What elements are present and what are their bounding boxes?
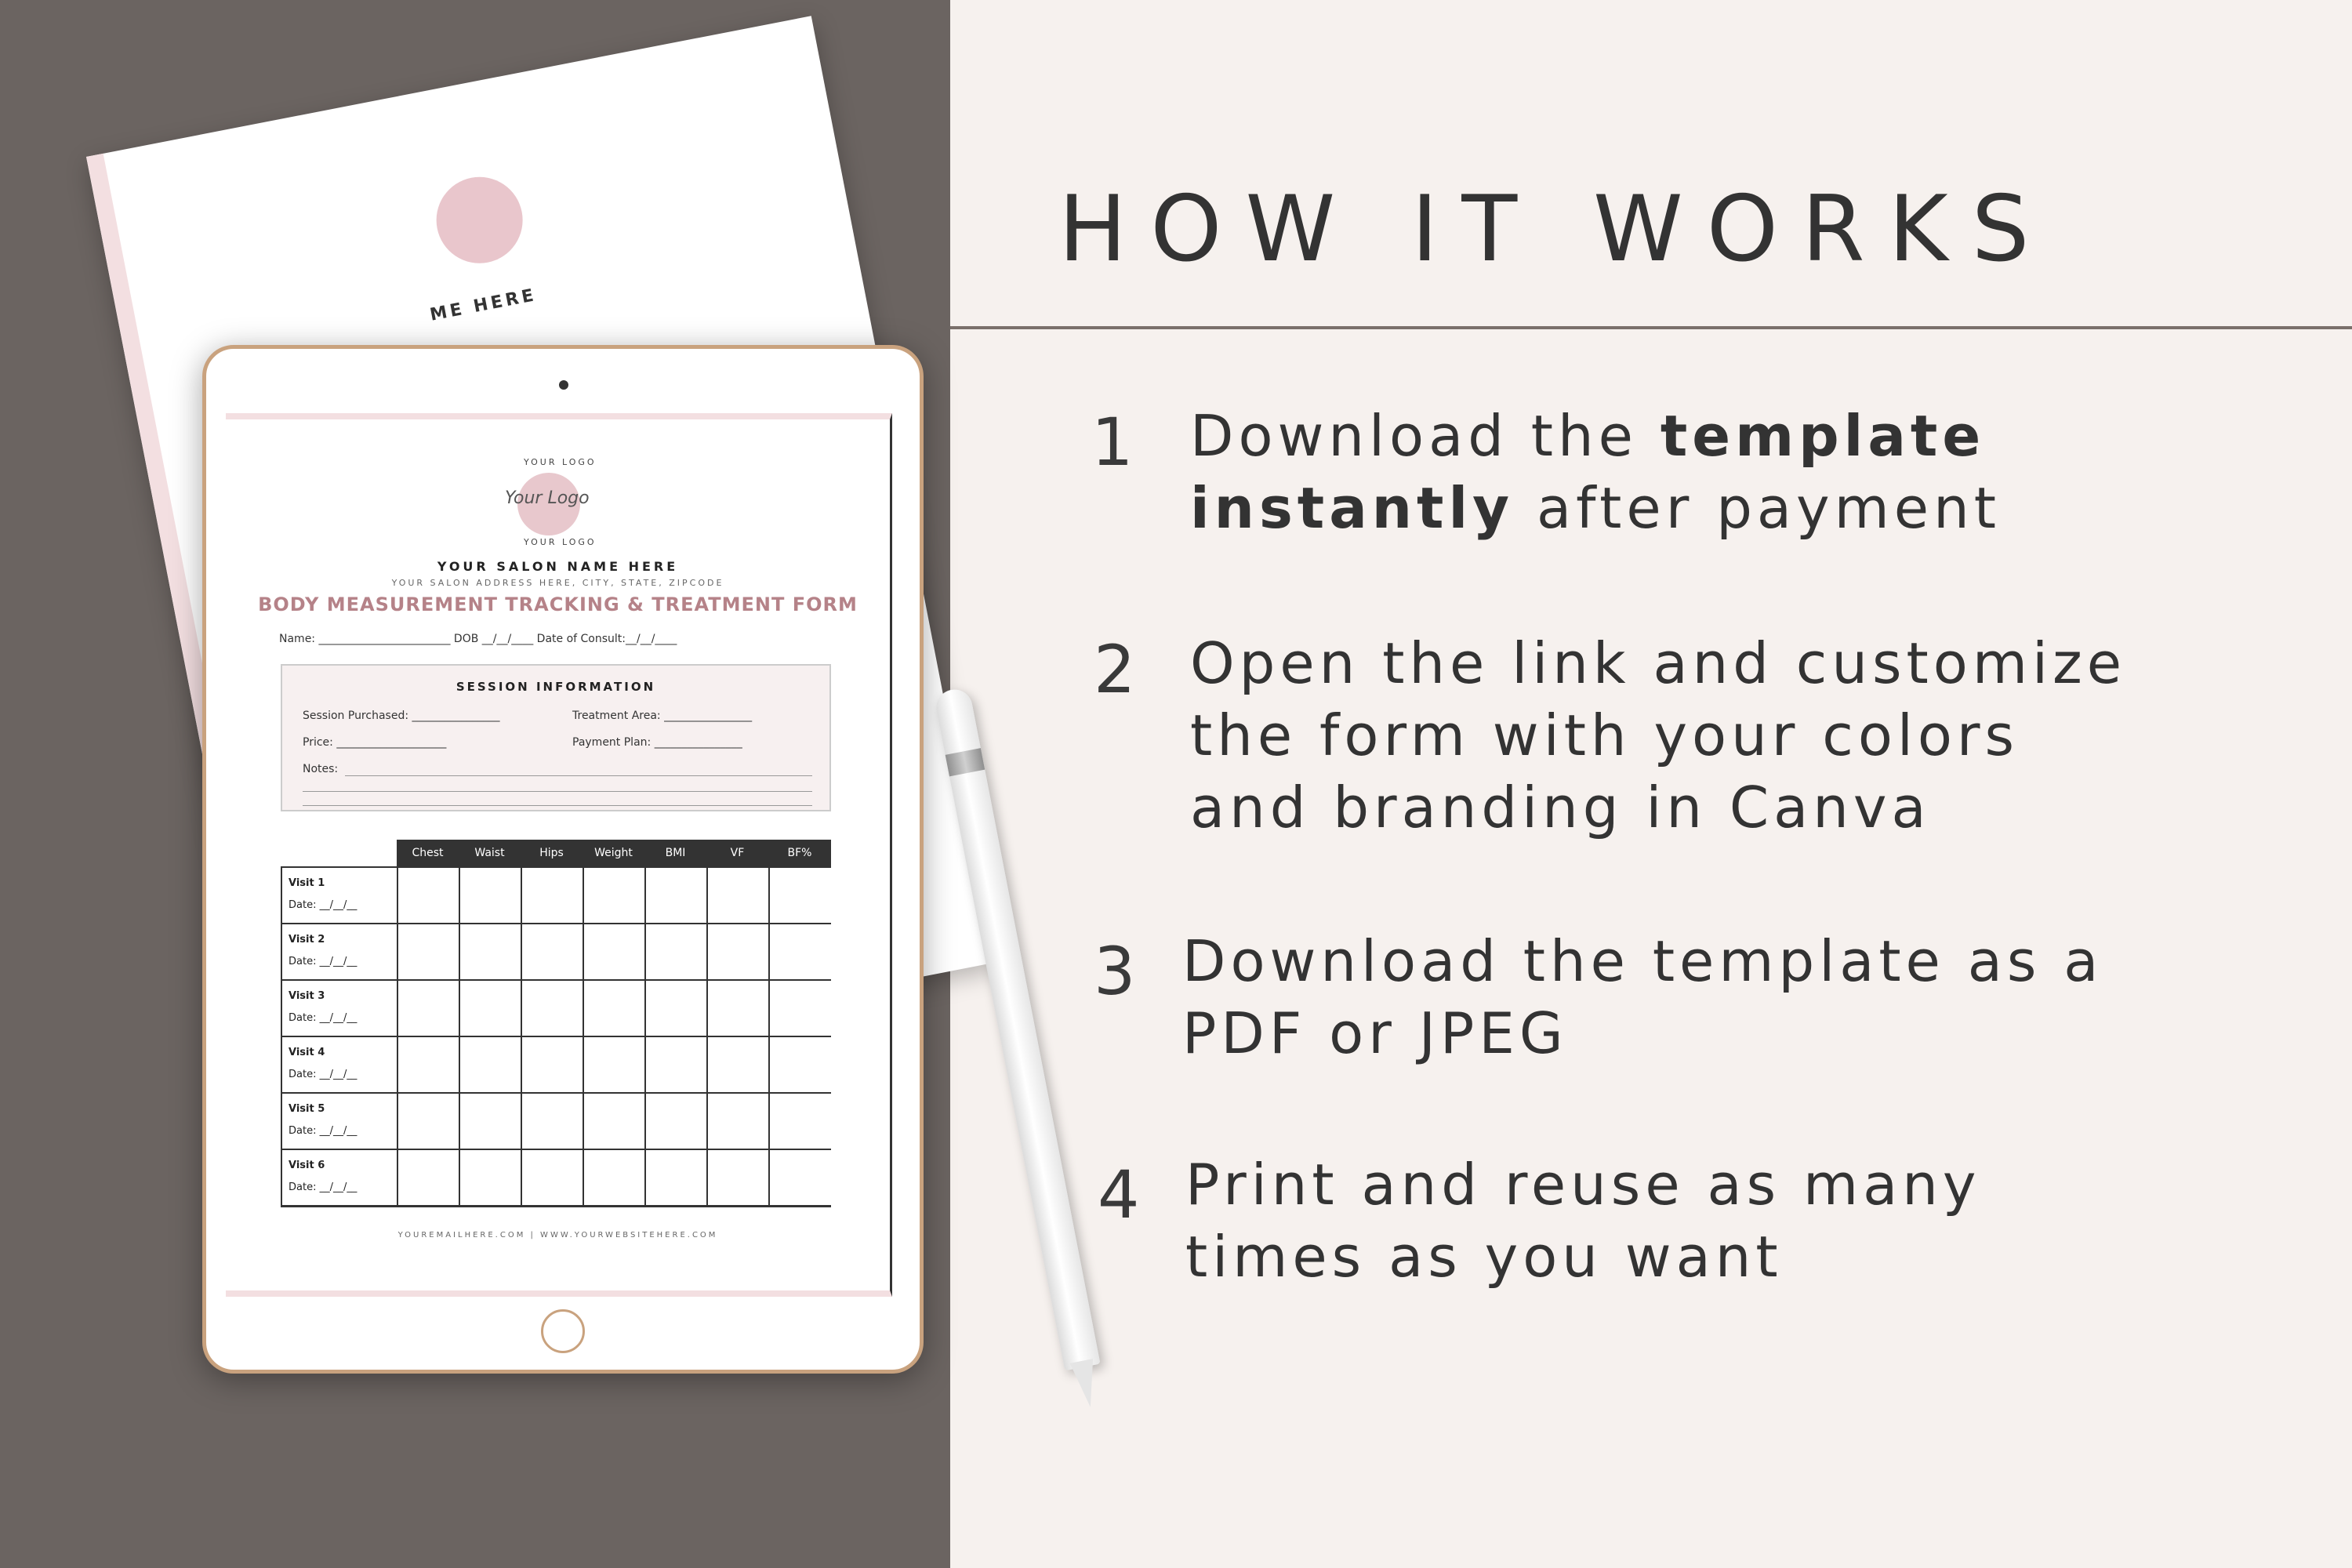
visit-date: Date: __/__/__	[289, 956, 358, 967]
payment-plan-field: Payment Plan: ________________	[572, 736, 742, 749]
table-row	[281, 923, 831, 979]
step-3-text	[1182, 925, 2103, 1069]
visit-label: Visit 4	[289, 1047, 325, 1058]
tablet-camera	[559, 380, 568, 390]
form-salon-address: YOUR SALON ADDRESS HERE, CITY, STATE, ZIPCODE	[391, 578, 724, 588]
visit-date: Date: __/__/__	[289, 1181, 358, 1193]
tablet-home-button	[541, 1309, 585, 1353]
tablet-screen	[226, 413, 892, 1297]
table-gridline	[768, 866, 770, 1205]
step-1-text-part: Download the	[1190, 403, 1661, 469]
step-4-line: times as you want	[1185, 1224, 1783, 1290]
form-footer: YOUREMAILHERE.COM | WWW.YOURWEBSITEHERE.COM	[397, 1231, 718, 1240]
table-row	[281, 1092, 831, 1149]
step-1-text	[1190, 400, 2001, 544]
visit-date: Date: __/__/__	[289, 899, 358, 911]
column-header: Hips	[521, 840, 583, 866]
price-field: Price: ____________________	[303, 736, 447, 749]
table-gridline	[706, 866, 708, 1205]
table-gridline	[459, 866, 460, 1205]
stylus-band	[946, 748, 985, 776]
back-paper-logo	[429, 169, 530, 270]
notes-line	[345, 775, 812, 776]
visit-date: Date: __/__/__	[289, 1069, 358, 1080]
visit-label: Visit 1	[289, 877, 325, 889]
visit-label: Visit 2	[289, 934, 325, 946]
form-salon-name: YOUR SALON NAME HERE	[437, 559, 679, 574]
step-1-number: 1	[1091, 404, 1134, 481]
step-2-line: and branding in Canva	[1190, 775, 1931, 840]
table-gridline	[397, 866, 398, 1205]
step-3-line: PDF or JPEG	[1182, 1000, 1568, 1066]
table-bottom-rule	[281, 1205, 831, 1207]
form-name-line: Name: ________________________ DOB __/__/____ Date of Consult:__/__/____	[279, 633, 677, 645]
visit-date: Date: __/__/__	[289, 1125, 358, 1137]
step-3-line: Download the template as a	[1182, 928, 2103, 994]
how-it-works-heading: HOW IT WORKS	[1058, 176, 2053, 282]
tablet-device	[202, 345, 924, 1374]
table-row	[281, 1036, 831, 1092]
step-1-bold-part: template	[1660, 403, 1986, 469]
step-4-line: Print and reuse as many	[1185, 1152, 1981, 1218]
column-header: Chest	[397, 840, 459, 866]
step-1-text-part: after payment	[1514, 475, 2001, 541]
visit-label: Visit 5	[289, 1103, 325, 1115]
step-3-number: 3	[1094, 933, 1136, 1010]
step-1-bold-part: instantly	[1190, 475, 1515, 541]
visit-label: Visit 3	[289, 990, 325, 1002]
notes-line	[303, 791, 812, 792]
notes-line	[303, 805, 812, 806]
step-4-text	[1185, 1149, 1981, 1293]
column-header: BF%	[768, 840, 831, 866]
column-header: Waist	[459, 840, 521, 866]
visit-date: Date: __/__/__	[289, 1012, 358, 1024]
table-row	[281, 866, 831, 923]
notes-field: Notes:	[303, 763, 339, 775]
step-2-line: the form with your colors	[1190, 702, 2020, 768]
visit-label: Visit 6	[289, 1160, 325, 1171]
step-4-number: 4	[1098, 1156, 1140, 1233]
form-title: BODY MEASUREMENT TRACKING & TREATMENT FORM	[258, 593, 858, 615]
form-logo-script: Your Logo	[505, 488, 590, 508]
table-row	[281, 1149, 831, 1205]
session-title: SESSION INFORMATION	[456, 680, 656, 694]
table-gridline	[521, 866, 522, 1205]
treatment-area-field: Treatment Area: ________________	[572, 710, 753, 722]
form-logo-ring-bottom: YOUR LOGO	[524, 537, 597, 547]
back-paper-partial-text: ME HERE	[428, 285, 539, 325]
table-gridline	[281, 866, 282, 1205]
table-row	[281, 979, 831, 1036]
table-gridline	[583, 866, 584, 1205]
column-header: BMI	[644, 840, 706, 866]
session-information-box	[281, 664, 831, 811]
heading-divider	[950, 326, 2352, 329]
step-2-line: Open the link and customize	[1190, 630, 2127, 696]
step-2-text	[1190, 627, 2126, 844]
column-header: VF	[706, 840, 768, 866]
step-2-number: 2	[1094, 631, 1136, 708]
table-gridline	[644, 866, 646, 1205]
form-logo-ring-top: YOUR LOGO	[524, 457, 597, 467]
session-purchased-field: Session Purchased: ________________	[303, 710, 500, 722]
column-header: Weight	[583, 840, 644, 866]
